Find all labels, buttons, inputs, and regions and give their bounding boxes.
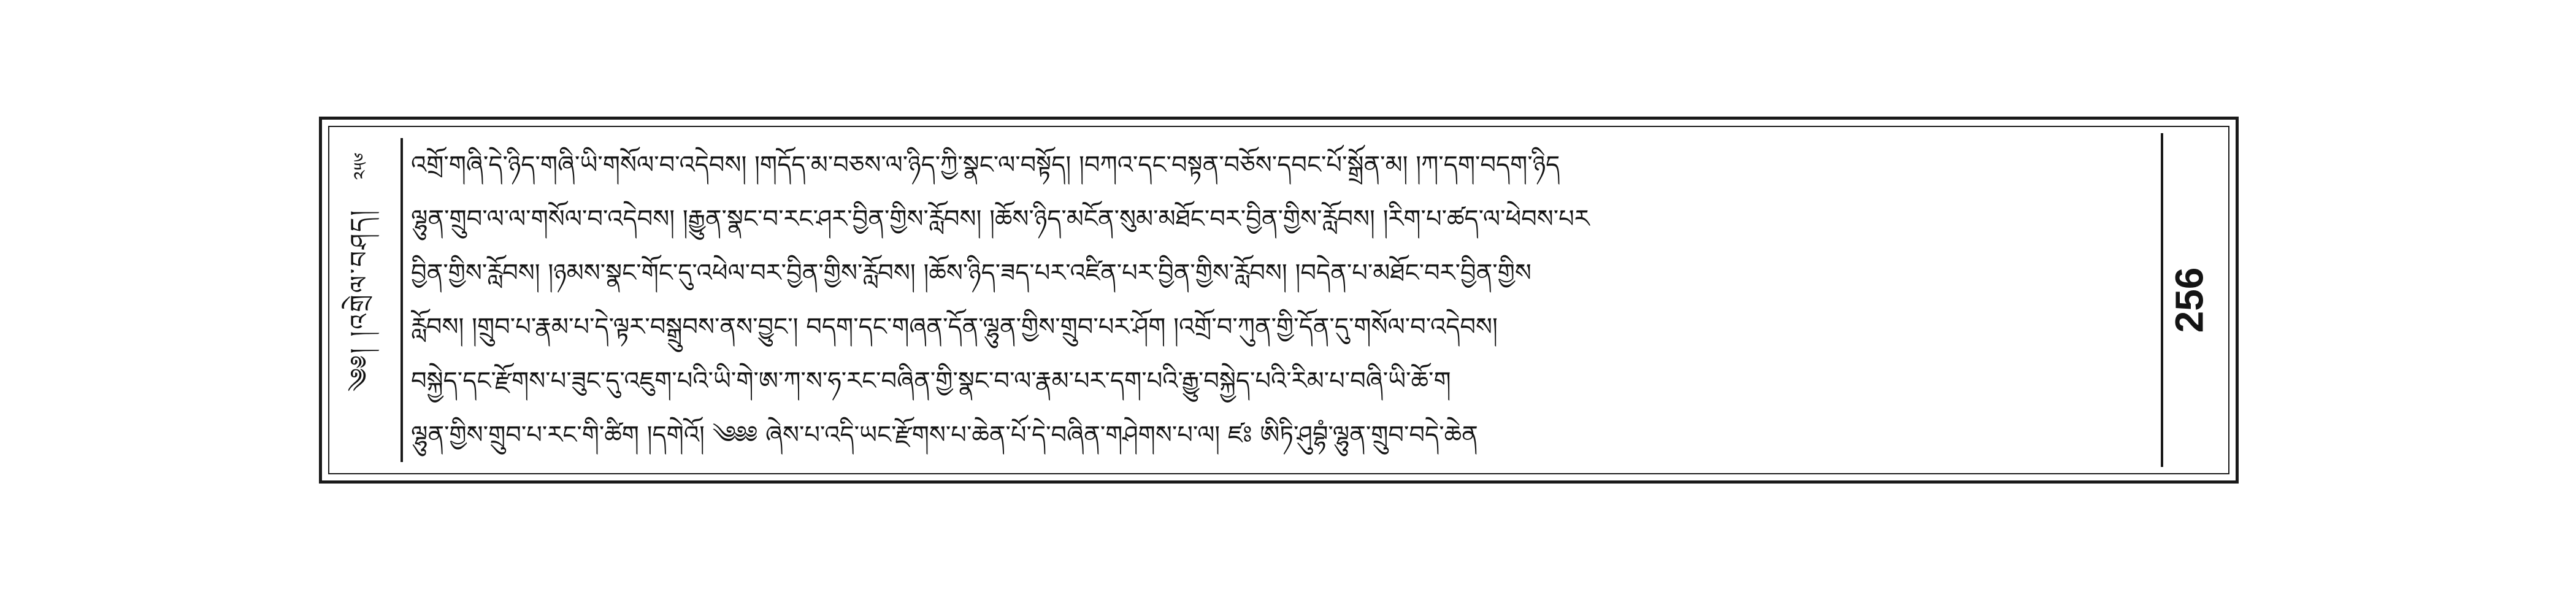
right-divider-rule	[2161, 133, 2163, 467]
page-number: 256	[2167, 267, 2212, 333]
text-line-1: འགྲོ་གཞི་དེ་ཉིད་གཞི་ཡི་གསོལ་བ་འདེབས། །གདོད་མ་བཅས་ལ་ཉིད་ཀྱི་སྣང་ལ་བསྟོད། །བཀའ་དང་བསྟན་བཅོས་དབང་པོ་སྒྲོན་མ། །ཀ་དག་བདག་ཉིད	[411, 151, 1560, 179]
text-block	[411, 138, 2153, 462]
text-line-5: བསྐྱེད་དང་རྫོགས་པ་ཟུང་དུ་འཇུག་པའི་ཡི་གེ་ཨ་ཀ་ས་ཧ་རང་བཞིན་གྱི་སྣང་བ་ལ་རྣམ་པར་དག་པའི་རྒྱུ་བསྐྱེད་པའི་རིམ་པ་བཞི་ཡི་ཆོ་ག	[411, 367, 1451, 395]
text-line-6: ལྷུན་གྱིས་གྲུབ་པ་རང་གི་ཚིག །དགེའོ། ༄༅༅ ཞེས་པ་འདི་ཡང་རྫོགས་པ་ཆེན་པོ་དེ་བཞིན་གཤེགས་པ་ལ། ཛཿ ཨིཏི་ཤུབྷཾ་ལྷུན་གྲུབ་བདེ་ཆེན	[411, 421, 1478, 449]
text-line-3: བྱིན་གྱིས་རློབས། །ཉམས་སྣང་གོང་དུ་འཕེལ་བར་བྱིན་གྱིས་རློབས། །ཆོས་ཉིད་ཟད་པར་འཛིན་པར་བྱིན་གྱིས་རློབས། །བདེན་པ་མཐོང་བར་བྱིན་གྱིས	[411, 259, 1531, 287]
margin-title: ༄༅། །འགྲེལ་བཤད།	[345, 208, 374, 392]
margin-folio-number: ༢༥༦	[350, 152, 372, 180]
manuscript-folio	[319, 117, 2239, 484]
text-line-2: ལྷུན་གྲུབ་ལ་ལ་གསོལ་བ་འདེབས། །རྒྱུན་སྣང་བ་རང་ཤར་བྱིན་གྱིས་རློབས། །ཆོས་ཉིད་མངོན་སུམ་མཐོང་བར་བྱིན་གྱིས་རློབས། །རིག་པ་ཚད་ལ་ཕེབས་པར	[411, 205, 1590, 233]
left-margin	[335, 133, 397, 467]
left-divider-rule	[401, 138, 403, 462]
text-line-4: རློབས། །གྲུབ་པ་རྣམ་པ་དེ་ལྟར་བསྒྲུབས་ནས་བྱུང་། བདག་དང་གཞན་དོན་ལྷུན་གྱིས་གྲུབ་པར་ཤོག །འགྲོ་བ་ཀུན་གྱི་དོན་དུ་གསོལ་བ་འདེབས།	[411, 313, 1498, 341]
